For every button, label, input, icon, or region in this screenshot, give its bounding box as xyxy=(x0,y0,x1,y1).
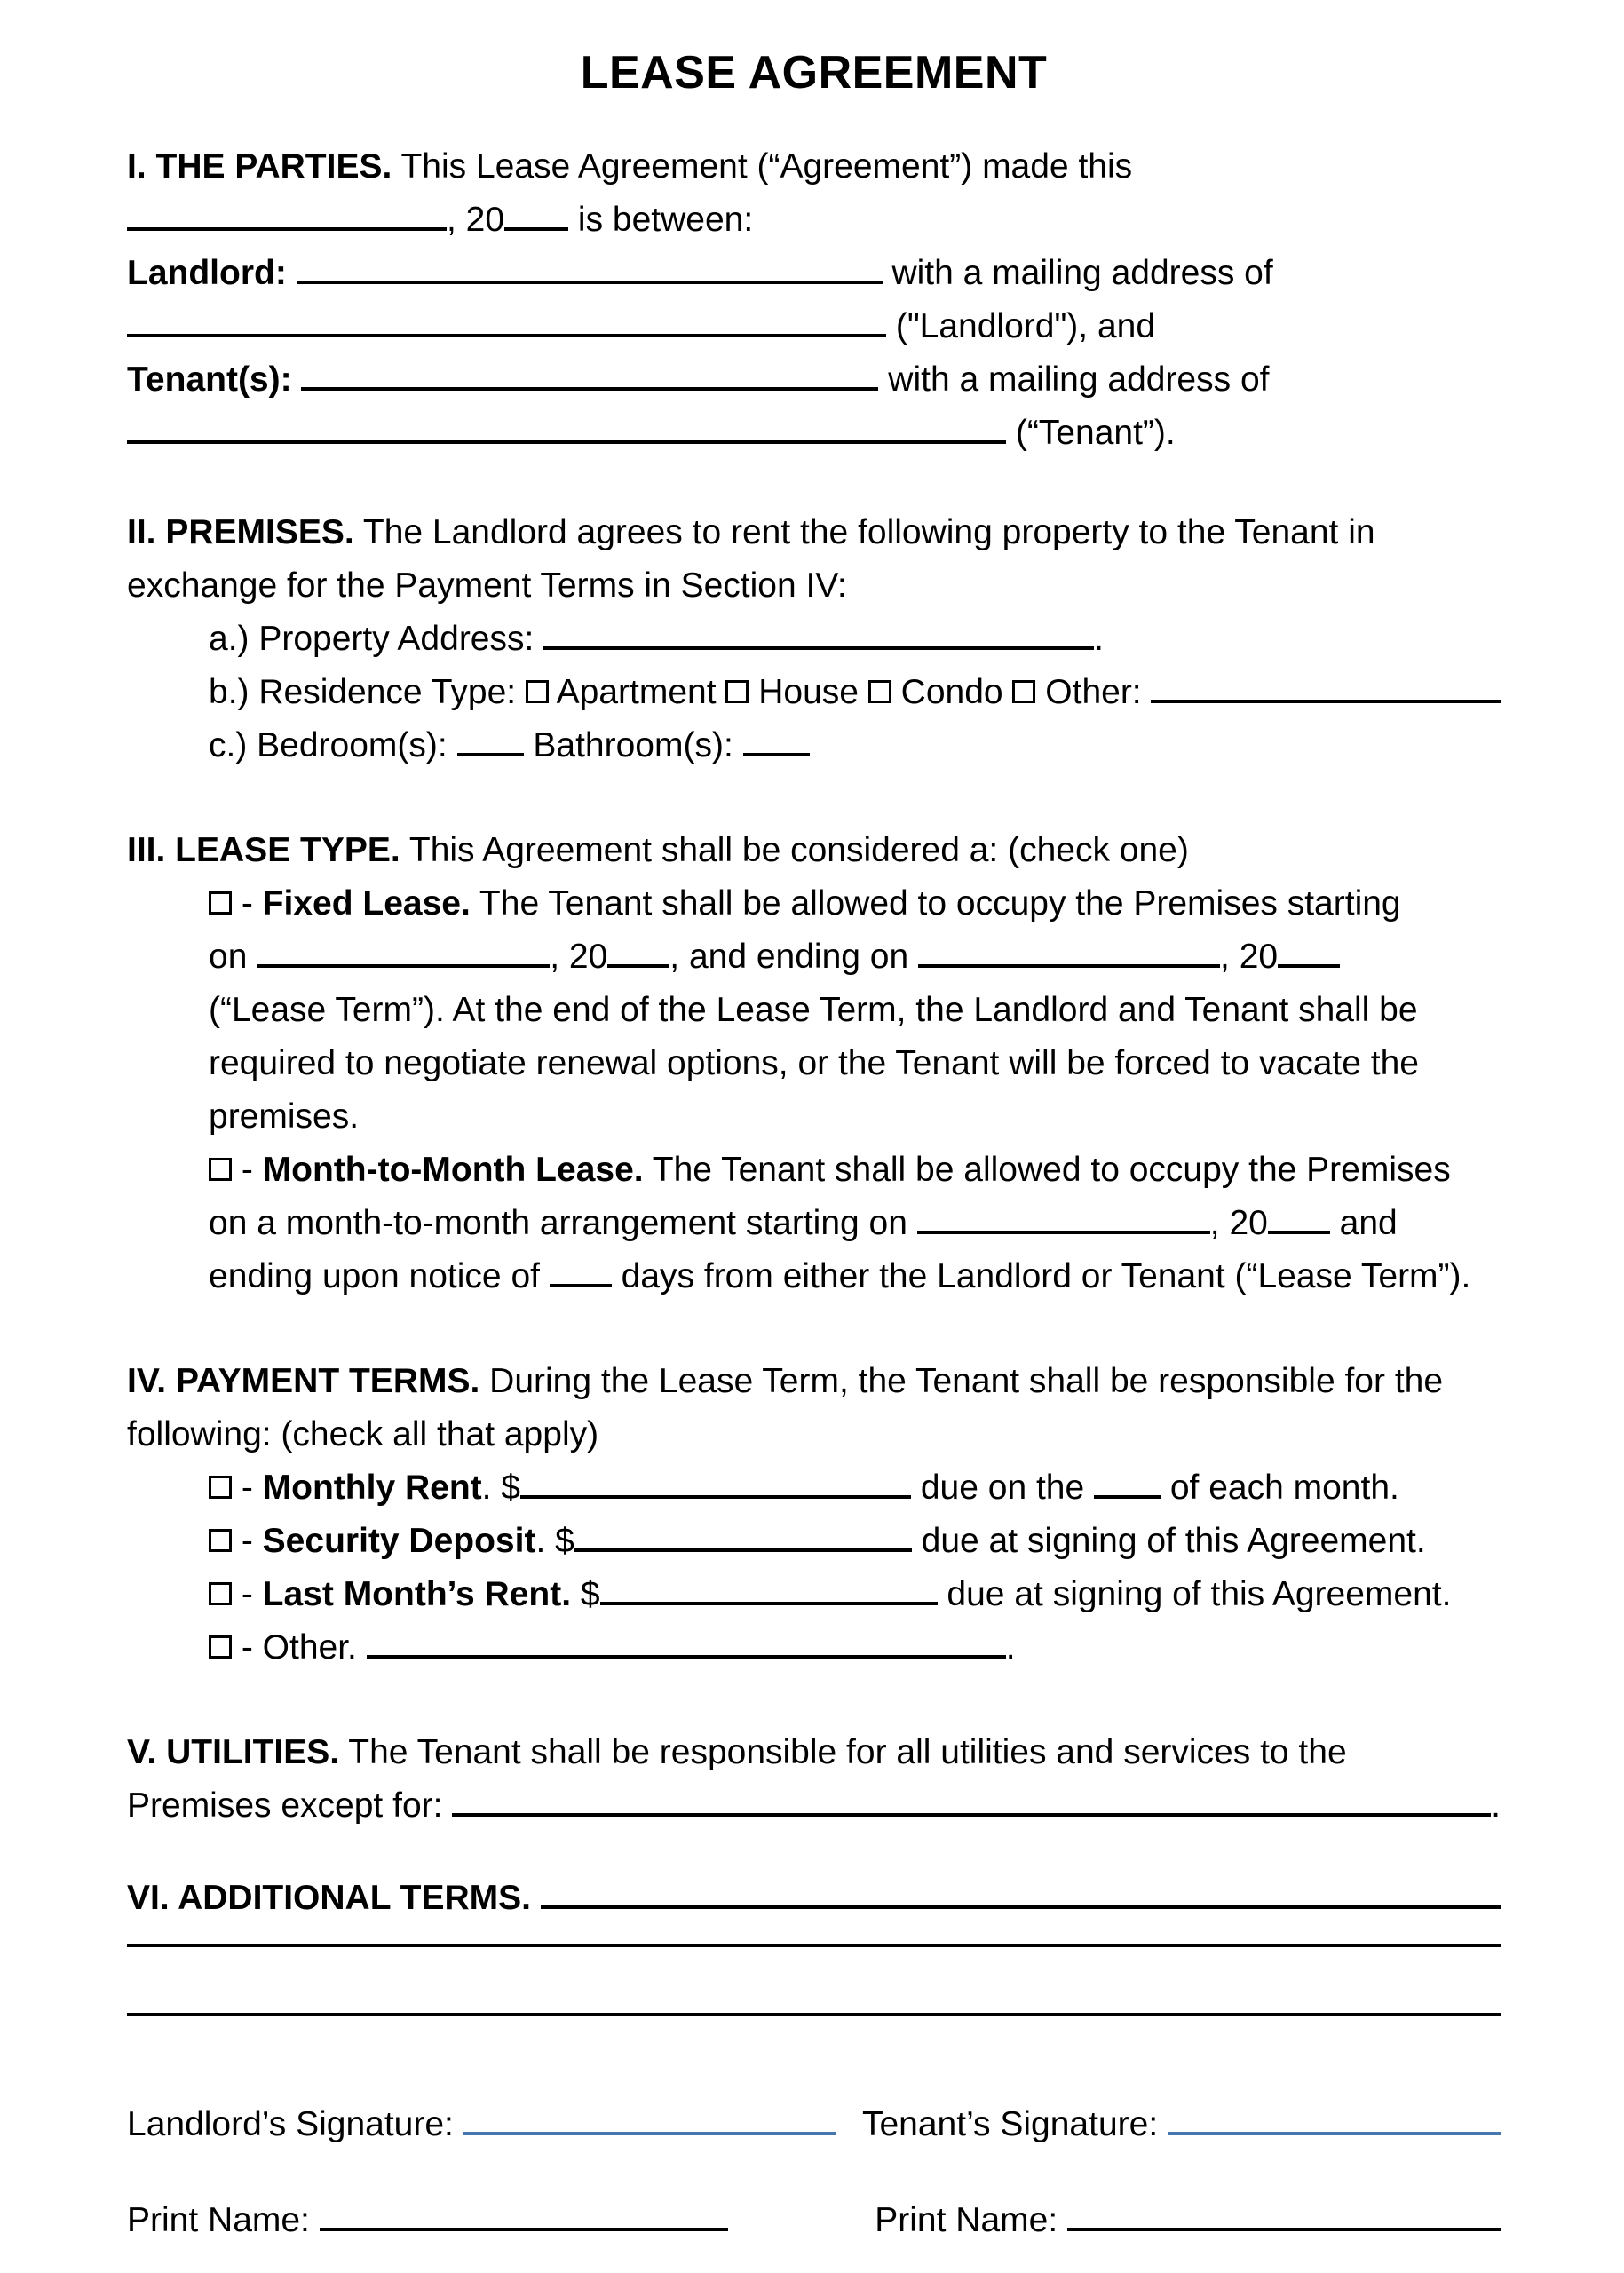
section-premises-intro-line xyxy=(127,506,1501,559)
fixed-lease-paragraph-line xyxy=(209,1090,1501,1144)
text-run: This Agreement shall be considered a: (check one) xyxy=(400,831,1189,869)
text-run: Print Name: xyxy=(875,2201,1067,2239)
payment-list-line xyxy=(209,1461,1501,1515)
other-residence-checkbox[interactable] xyxy=(1012,680,1035,703)
text-run: with a mailing address of xyxy=(882,254,1273,292)
apartment-checkbox[interactable] xyxy=(526,680,549,703)
text-run: Print Name: xyxy=(127,2201,320,2239)
text-run: Monthly Rent xyxy=(262,1469,482,1507)
section-premises-intro-line xyxy=(127,559,1501,613)
fixed-end-date-field[interactable] xyxy=(918,954,1220,968)
section-parties-line xyxy=(127,194,1501,247)
payment-list-line xyxy=(209,1568,1501,1621)
text-run: b.) Residence Type: xyxy=(209,673,526,711)
text-run: Tenant’s Signature: xyxy=(861,2105,1168,2143)
fixed-start-year-field[interactable] xyxy=(607,954,669,968)
section-premises-list-line xyxy=(209,719,1501,772)
text-run: . xyxy=(1094,620,1105,658)
section-payment-heading-line xyxy=(127,1355,1501,1408)
document-body xyxy=(127,140,1501,2247)
section-premises-intro xyxy=(127,506,1501,613)
text-run: on xyxy=(209,938,257,976)
month-to-month-paragraph-line xyxy=(209,1144,1501,1197)
text-run: . $ xyxy=(481,1469,521,1507)
section-premises-list-line xyxy=(209,613,1501,666)
mtm-notice-days-field[interactable] xyxy=(550,1273,612,1287)
text-run: Bathroom(s): xyxy=(523,726,743,764)
security-deposit-checkbox[interactable] xyxy=(209,1529,232,1552)
section-parties-line xyxy=(127,353,1501,407)
text-run: with a mailing address of xyxy=(878,360,1270,399)
text-run: - xyxy=(232,1151,263,1189)
text-run: . xyxy=(1491,1786,1501,1825)
text-run: Month-to-Month Lease. xyxy=(262,1151,644,1189)
section-additional-terms xyxy=(127,1864,1501,2071)
fixed-lease-paragraph xyxy=(209,877,1501,1144)
text-run: - Other. xyxy=(232,1628,367,1667)
bedrooms-field[interactable] xyxy=(457,742,524,756)
landlord-print-name-field[interactable] xyxy=(320,2217,728,2231)
text-run: - xyxy=(232,884,263,923)
tenant-print-name-field[interactable] xyxy=(1067,2217,1501,2231)
section-utilities-line xyxy=(127,1779,1501,1833)
month-to-month-paragraph-line xyxy=(209,1197,1501,1250)
text-run: The Landlord agrees to rent the following property to the Tenant in xyxy=(353,513,1375,551)
text-run: , 20 xyxy=(1209,1204,1268,1242)
text-run: I. THE PARTIES. xyxy=(127,147,392,186)
fixed-lease-paragraph-line xyxy=(209,984,1501,1037)
month-to-month-paragraph xyxy=(209,1144,1501,1303)
tenant-signature-field[interactable] xyxy=(1168,2121,1501,2135)
text-run: exchange for the Payment Terms in Section IV: xyxy=(127,566,847,605)
signature-row-line xyxy=(127,2098,1501,2151)
last-month-rent-checkbox[interactable] xyxy=(209,1582,232,1605)
text-run: Condo xyxy=(891,673,1013,711)
condo-checkbox[interactable] xyxy=(868,680,891,703)
fixed-lease-paragraph-line xyxy=(209,1037,1501,1090)
rent-due-day-field[interactable] xyxy=(1094,1485,1161,1499)
text-run: Fixed Lease. xyxy=(262,884,471,923)
text-run: House xyxy=(749,673,868,711)
text-run: Apartment xyxy=(548,673,726,711)
section-payment-heading-line xyxy=(127,1408,1501,1461)
landlord-name-field[interactable] xyxy=(297,270,883,284)
section-utilities-line xyxy=(127,1726,1501,1779)
section-additional-terms-line xyxy=(127,1864,1501,1933)
text-run: This Lease Agreement (“Agreement”) made this xyxy=(392,147,1133,186)
landlord-address-field[interactable] xyxy=(127,323,886,337)
agreement-date-field[interactable] xyxy=(127,217,447,231)
section-additional-terms-line xyxy=(127,1933,1501,2002)
additional-terms-field-3[interactable] xyxy=(127,2002,1501,2016)
text-run: - xyxy=(232,1575,263,1613)
document-title: LEASE AGREEMENT xyxy=(580,47,1048,99)
fixed-lease-paragraph-line xyxy=(209,877,1501,931)
section-additional-terms-line xyxy=(127,2002,1501,2071)
payment-list-line xyxy=(209,1621,1501,1675)
text-run: ("Landlord"), and xyxy=(886,307,1156,345)
payment-list-line xyxy=(209,1515,1501,1568)
text-run: following: (check all that apply) xyxy=(127,1415,599,1453)
last-month-rent-amount-field[interactable] xyxy=(600,1591,938,1605)
text-run: . xyxy=(1005,1628,1016,1667)
text-run: - xyxy=(232,1469,263,1507)
month-to-month-paragraph-line xyxy=(209,1250,1501,1303)
text-run: , 20 xyxy=(550,938,608,976)
text-run: II. PREMISES. xyxy=(127,513,354,551)
print-name-row-line xyxy=(127,2194,1501,2247)
text-run: , and ending on xyxy=(669,938,919,976)
text-run: The Tenant shall be responsible for all utilities and services to the xyxy=(339,1733,1347,1771)
text-run: Last Month’s Rent. xyxy=(262,1575,572,1613)
text-run: . $ xyxy=(535,1522,574,1560)
fixed-lease-checkbox[interactable] xyxy=(209,891,232,915)
text-run: Tenant(s): xyxy=(127,360,302,399)
section-lease-type-heading xyxy=(127,824,1501,877)
text-run: Other: xyxy=(1035,673,1152,711)
security-deposit-amount-field[interactable] xyxy=(574,1538,912,1552)
additional-terms-field-1[interactable] xyxy=(541,1895,1501,1909)
monthly-rent-amount-field[interactable] xyxy=(520,1485,911,1499)
text-run: and xyxy=(1329,1204,1398,1242)
section-parties xyxy=(127,140,1501,460)
section-parties-line xyxy=(127,407,1501,460)
fixed-lease-paragraph-line xyxy=(209,931,1501,984)
payment-list xyxy=(209,1461,1501,1675)
other-residence-field[interactable] xyxy=(1151,689,1501,703)
text-run: III. LEASE TYPE. xyxy=(127,831,400,869)
fixed-end-year-field[interactable] xyxy=(1278,954,1340,968)
text-run: on a month-to-month arrangement starting on xyxy=(209,1204,917,1242)
text-run: (“Tenant”). xyxy=(1006,414,1176,452)
text-run: due at signing of this Agreement. xyxy=(937,1575,1452,1613)
mtm-start-date-field[interactable] xyxy=(917,1220,1210,1234)
tenant-address-field[interactable] xyxy=(127,430,1006,444)
tenant-name-field[interactable] xyxy=(301,376,878,391)
text-run: , 20 xyxy=(1220,938,1279,976)
text-run: , 20 xyxy=(447,201,505,239)
text-run: c.) Bedroom(s): xyxy=(209,726,457,764)
section-utilities xyxy=(127,1726,1501,1833)
text-run: - xyxy=(232,1522,263,1560)
text-run: V. UTILITIES. xyxy=(127,1733,340,1771)
text-run: of each month. xyxy=(1161,1469,1399,1507)
text-run: a.) Property Address: xyxy=(209,620,544,658)
text-run: Landlord: xyxy=(127,254,297,292)
section-premises-list xyxy=(209,613,1501,772)
text-run: ending upon notice of xyxy=(209,1257,550,1295)
text-run: During the Lease Term, the Tenant shall be responsible for the xyxy=(479,1362,1444,1400)
section-payment-heading xyxy=(127,1355,1501,1461)
section-lease-type-heading-line xyxy=(127,824,1501,877)
text-run: Landlord’s Signature: xyxy=(127,2105,463,2143)
text-run: is between: xyxy=(568,201,754,239)
other-payment-checkbox[interactable] xyxy=(209,1635,232,1659)
text-run: (“Lease Term”). At the end of the Lease Term, the Landlord and Tenant shall be xyxy=(209,991,1418,1029)
other-payment-field[interactable] xyxy=(367,1644,1006,1659)
section-parties-line xyxy=(127,140,1501,194)
utilities-exception-field[interactable] xyxy=(452,1802,1491,1817)
month-to-month-checkbox[interactable] xyxy=(209,1158,232,1181)
additional-terms-field-2[interactable] xyxy=(127,1933,1501,1947)
text-run: required to negotiate renewal options, or the Tenant will be forced to vacate the xyxy=(209,1044,1419,1082)
text-run: days from either the Landlord or Tenant (“Lease Term”). xyxy=(611,1257,1471,1295)
print-name-row xyxy=(127,2194,1501,2247)
text-run: due on the xyxy=(911,1469,1095,1507)
text-run: due at signing of this Agreement. xyxy=(911,1522,1426,1560)
monthly-rent-checkbox[interactable] xyxy=(209,1476,232,1499)
landlord-signature-field[interactable] xyxy=(463,2121,836,2135)
property-address-field[interactable] xyxy=(543,636,1094,650)
section-parties-line xyxy=(127,247,1501,300)
section-premises-list-line xyxy=(209,666,1501,719)
text-run: Security Deposit xyxy=(262,1522,536,1560)
signature-row xyxy=(127,2098,1501,2151)
text-run: The Tenant shall be allowed to occupy the Premises xyxy=(643,1151,1451,1189)
mtm-start-year-field[interactable] xyxy=(1268,1220,1330,1234)
agreement-year-field[interactable] xyxy=(504,217,568,231)
text-run: Premises except for: xyxy=(127,1786,453,1825)
text-run: VI. ADDITIONAL TERMS. xyxy=(127,1879,532,1917)
section-parties-line xyxy=(127,300,1501,353)
text-run: The Tenant shall be allowed to occupy the Premises starting xyxy=(470,884,1401,923)
house-checkbox[interactable] xyxy=(725,680,749,703)
bathrooms-field[interactable] xyxy=(743,742,810,756)
text-run: premises. xyxy=(209,1097,360,1136)
fixed-start-date-field[interactable] xyxy=(257,954,550,968)
text-run xyxy=(531,1864,541,1933)
text-run: $ xyxy=(571,1575,600,1613)
text-run: IV. PAYMENT TERMS. xyxy=(127,1362,480,1400)
